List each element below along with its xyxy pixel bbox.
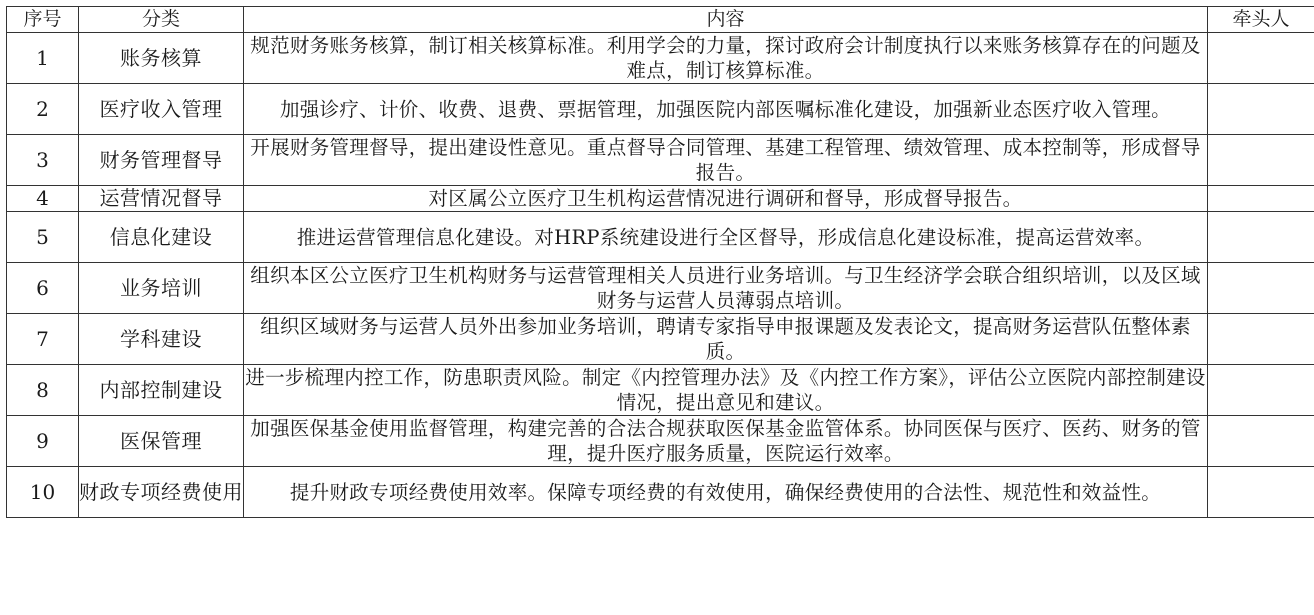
header-lead: 牵头人	[1208, 7, 1314, 33]
table-row	[7, 314, 1314, 365]
table-row	[7, 467, 1314, 518]
row-content: 组织区域财务与运营人员外出参加业务培训，聘请专家指导申报课题及发表论文，提高财务运营队伍整体素质。	[244, 314, 1208, 365]
table-row	[7, 135, 1314, 186]
row-category: 财政专项经费使用	[79, 467, 244, 518]
row-no: 2	[7, 84, 79, 135]
header-category: 分类	[79, 7, 244, 33]
row-no: 5	[7, 212, 79, 263]
row-lead	[1208, 365, 1314, 416]
row-category: 医疗收入管理	[79, 84, 244, 135]
row-lead	[1208, 33, 1314, 84]
row-category: 财务管理督导	[79, 135, 244, 186]
row-content: 组织本区公立医疗卫生机构财务与运营管理相关人员进行业务培训。与卫生经济学会联合组织培训，以及区域财务与运营人员薄弱点培训。	[244, 263, 1208, 314]
row-category: 运营情况督导	[79, 186, 244, 212]
header-no: 序号	[7, 7, 79, 33]
row-content: 推进运营管理信息化建设。对HRP系统建设进行全区督导，形成信息化建设标准，提高运营效率。	[244, 212, 1208, 263]
row-no: 7	[7, 314, 79, 365]
task-table	[6, 6, 1314, 518]
row-lead	[1208, 135, 1314, 186]
table-row	[7, 186, 1314, 212]
table-row	[7, 263, 1314, 314]
row-no: 3	[7, 135, 79, 186]
row-lead	[1208, 263, 1314, 314]
header-row	[7, 7, 1314, 33]
row-lead	[1208, 314, 1314, 365]
row-lead	[1208, 467, 1314, 518]
row-content: 对区属公立医疗卫生机构运营情况进行调研和督导，形成督导报告。	[244, 186, 1208, 212]
row-category: 医保管理	[79, 416, 244, 467]
row-no: 6	[7, 263, 79, 314]
row-category: 信息化建设	[79, 212, 244, 263]
row-lead	[1208, 416, 1314, 467]
row-lead	[1208, 212, 1314, 263]
row-no: 10	[7, 467, 79, 518]
table-row	[7, 416, 1314, 467]
row-lead	[1208, 84, 1314, 135]
row-content: 规范财务账务核算，制订相关核算标准。利用学会的力量，探讨政府会计制度执行以来账务核算存在的问题及难点，制订核算标准。	[244, 33, 1208, 84]
table-row	[7, 212, 1314, 263]
row-content: 开展财务管理督导，提出建设性意见。重点督导合同管理、基建工程管理、绩效管理、成本控制等，形成督导报告。	[244, 135, 1208, 186]
row-category: 业务培训	[79, 263, 244, 314]
row-content: 加强诊疗、计价、收费、退费、票据管理，加强医院内部医嘱标准化建设，加强新业态医疗收入管理。	[244, 84, 1208, 135]
header-content: 内容	[244, 7, 1208, 33]
row-no: 8	[7, 365, 79, 416]
row-category: 账务核算	[79, 33, 244, 84]
table-row	[7, 33, 1314, 84]
row-no: 9	[7, 416, 79, 467]
row-content: 进一步梳理内控工作，防患职责风险。制定《内控管理办法》及《内控工作方案》，评估公立医院内部控制建设情况，提出意见和建议。	[245, 366, 1206, 414]
row-content: 提升财政专项经费使用效率。保障专项经费的有效使用，确保经费使用的合法性、规范性和效益性。	[244, 467, 1208, 518]
row-category: 学科建设	[79, 314, 244, 365]
row-no: 4	[7, 186, 79, 212]
row-lead	[1208, 186, 1314, 212]
table-row	[7, 84, 1314, 135]
row-no: 1	[7, 33, 79, 84]
row-content: 加强医保基金使用监督管理，构建完善的合法合规获取医保基金监管体系。协同医保与医疗、医药、财务的管理，提升医疗服务质量，医院运行效率。	[244, 416, 1208, 467]
table-row	[7, 365, 1314, 416]
row-category: 内部控制建设	[79, 365, 244, 416]
